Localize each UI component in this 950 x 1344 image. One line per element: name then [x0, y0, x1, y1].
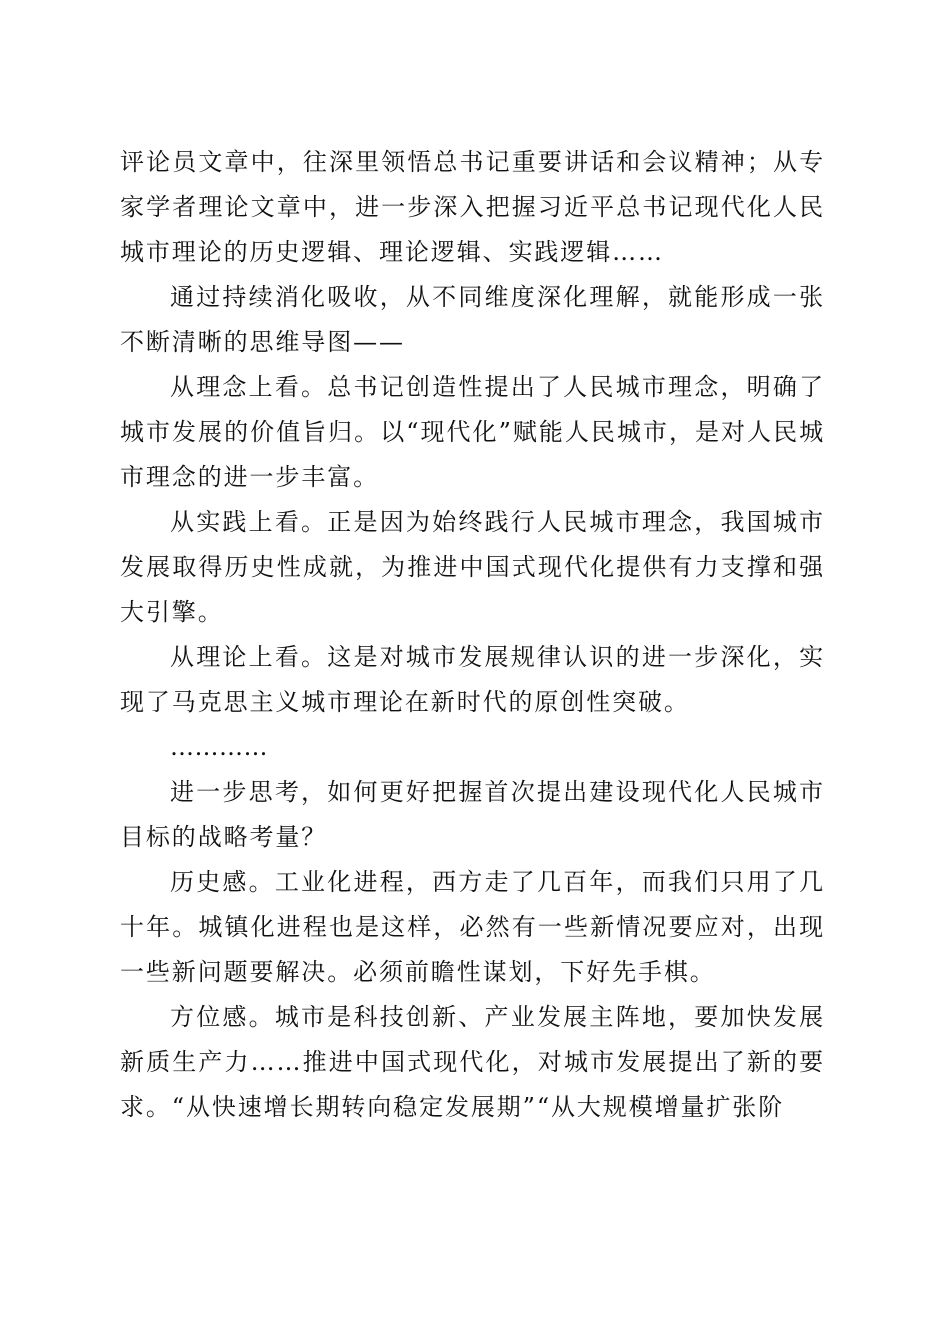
paragraph-mind-map: 通过持续消化吸收，从不同维度深化理解，就能形成一张不断清晰的思维导图—— — [120, 283, 825, 356]
paragraph-sense-of-position: 方位感。城市是科技创新、产业发展主阵地，要加快发展新质生产力……推进中国式现代化，对城市发展提出了新的要求。“从快速增长期转向稳定发展期”“从大规模增量扩张阶 — [120, 1003, 825, 1121]
paragraph-practice-view: 从实践上看。正是因为始终践行人民城市理念，我国城市发展取得历史性成就，为推进中国式现代化提供有力支撑和强大引擎。 — [120, 508, 825, 626]
paragraph-opinion-articles: 评论员文章中，往深里领悟总书记重要讲话和会议精神；从专家学者理论文章中，进一步深入把握习近平总书记现代化人民城市理论的历史逻辑、理论逻辑、实践逻辑…… — [120, 148, 825, 266]
paragraph-further-thinking: 进一步思考，如何更好把握首次提出建设现代化人民城市目标的战略考量？ — [120, 778, 825, 851]
document-page — [120, 140, 825, 1130]
paragraph-ellipsis: ………… — [170, 733, 268, 761]
paragraph-sense-of-history: 历史感。工业化进程，西方走了几百年，而我们只用了几十年。城镇化进程也是这样，必然有一些新情况要应对，出现一些新问题要解决。必须前瞻性谋划，下好先手棋。 — [120, 868, 825, 986]
paragraph-concept-view: 从理念上看。总书记创造性提出了人民城市理念，明确了城市发展的价值旨归。以“现代化”赋能人民城市，是对人民城市理念的进一步丰富。 — [120, 373, 825, 491]
paragraph-theory-view: 从理论上看。这是对城市发展规律认识的进一步深化，实现了马克思主义城市理论在新时代的原创性突破。 — [120, 643, 825, 716]
